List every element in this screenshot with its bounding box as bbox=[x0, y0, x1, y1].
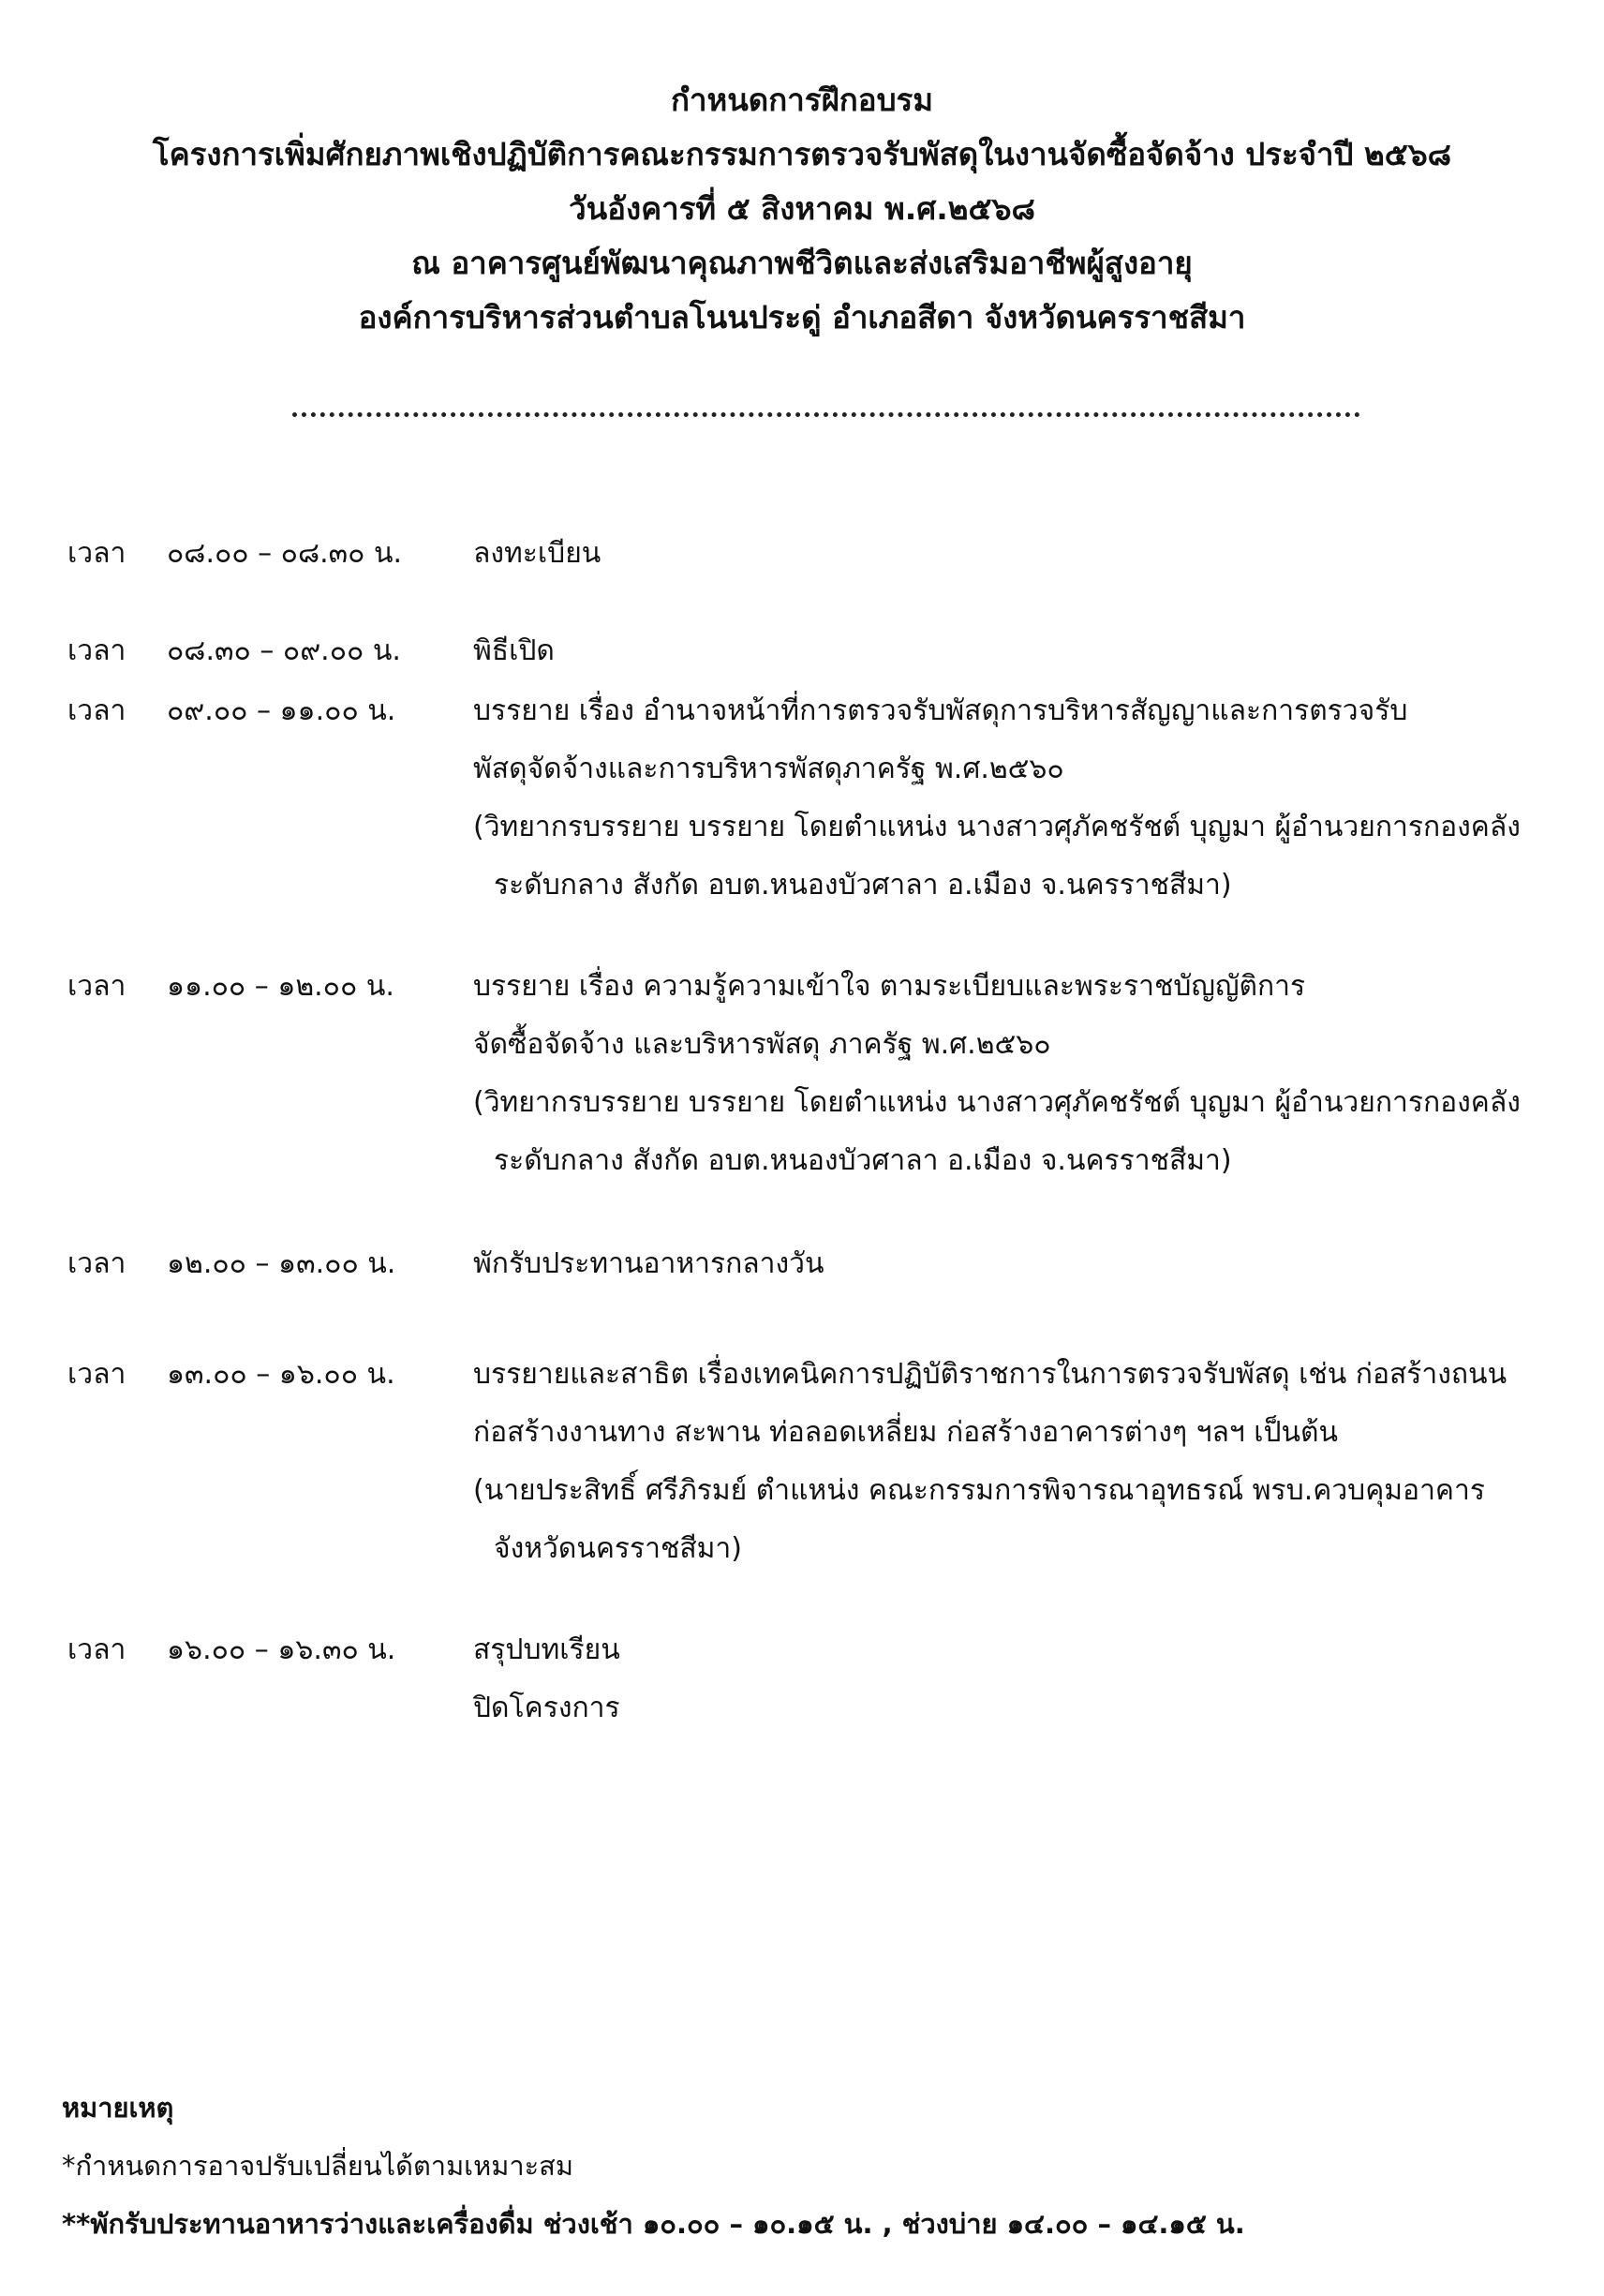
session-line: ปิดโครงการ bbox=[473, 1692, 620, 1724]
header-organization: องค์การบริหารส่วนตำบลโนนประดู่ อำเภอสีดา จังหวัดนครราชสีมา bbox=[358, 299, 1246, 335]
session-content bbox=[473, 682, 1560, 915]
session-line: (วิทยากรบรรยาย บรรยาย โดยตำแหน่ง นางสาวศุภัคชรัชต์ บุญมา ผู้อำนวยการกองคลัง bbox=[473, 811, 1521, 843]
session-line: ระดับกลาง สังกัด อบต.หนองบัวศาลา อ.เมือง จ.นครราชสีมา) bbox=[494, 869, 1232, 902]
time-label: เวลา bbox=[67, 694, 126, 727]
time-label: เวลา bbox=[67, 634, 126, 667]
time-label: เวลา bbox=[67, 1358, 126, 1391]
time-label: เวลา bbox=[67, 1247, 126, 1280]
session-line: บรรยาย เรื่อง ความรู้ความเข้าใจ ตามระเบียบและพระราชบัญญัติการ bbox=[473, 970, 1306, 1003]
note-item: **พักรับประทานอาหารว่างและเครื่องดื่ม ช่วงเช้า ๑๐.๐๐ – ๑๐.๑๕ น. , ช่วงบ่าย ๑๔.๐๐ – ๑๔.๑๕ น. bbox=[62, 2208, 1245, 2240]
header-title: กำหนดการฝึกอบรม bbox=[670, 82, 934, 118]
session-line: พักรับประทานอาหารกลางวัน bbox=[473, 1247, 824, 1280]
session-line: ระดับกลาง สังกัด อบต.หนองบัวศาลา อ.เมือง จ.นครราชสีมา) bbox=[494, 1144, 1232, 1177]
time-range: ๐๙.๐๐ – ๑๑.๐๐ น. bbox=[167, 694, 396, 727]
time-range: ๑๒.๐๐ – ๑๓.๐๐ น. bbox=[167, 1247, 396, 1280]
session-line: (วิทยากรบรรยาย บรรยาย โดยตำแหน่ง นางสาวศุภัคชรัชต์ บุญมา ผู้อำนวยการกองคลัง bbox=[473, 1086, 1521, 1119]
notes-title: หมายเหตุ bbox=[62, 2092, 174, 2124]
session-content bbox=[473, 525, 1560, 583]
dotted-divider bbox=[292, 412, 1360, 417]
session-line: พิธีเปิด bbox=[473, 634, 555, 667]
session-content bbox=[473, 1346, 1560, 1578]
header-venue: ณ อาคารศูนย์พัฒนาคุณภาพชีวิตและส่งเสริมอาชีพผู้สูงอายุ bbox=[411, 245, 1193, 281]
notes-section bbox=[62, 2079, 1561, 2253]
time-range: ๑๓.๐๐ – ๑๖.๐๐ น. bbox=[167, 1358, 395, 1391]
session-content bbox=[473, 958, 1560, 1190]
session-content bbox=[473, 1621, 1560, 1737]
session-line: (นายประสิทธิ์ ศรีภิรมย์ ตำแหน่ง คณะกรรมการพิจารณาอุทธรณ์ พรบ.ควบคุมอาคาร bbox=[473, 1474, 1485, 1507]
session-line: บรรยาย เรื่อง อำนาจหน้าที่การตรวจรับพัสดุการบริหารสัญญาและการตรวจรับ bbox=[473, 694, 1408, 727]
session-content bbox=[473, 1235, 1560, 1293]
time-label: เวลา bbox=[67, 1633, 126, 1666]
time-range: ๑๑.๐๐ – ๑๒.๐๐ น. bbox=[167, 970, 394, 1003]
document-header bbox=[0, 73, 1604, 345]
session-line: จังหวัดนครราชสีมา) bbox=[494, 1532, 742, 1565]
session-line: พัสดุจัดจ้างและการบริหารพัสดุภาครัฐ พ.ศ.๒๕๖๐ bbox=[473, 753, 1064, 785]
header-date: วันอังคารที่ ๕ สิงหาคม พ.ศ.๒๕๖๘ bbox=[569, 190, 1035, 227]
session-content bbox=[473, 622, 1560, 680]
session-line: บรรยายและสาธิต เรื่องเทคนิคการปฏิบัติราชการในการตรวจรับพัสดุ เช่น ก่อสร้างถนน bbox=[473, 1358, 1507, 1391]
note-item: *กำหนดการอาจปรับเปลี่ยนได้ตามเหมาะสม bbox=[62, 2150, 574, 2182]
time-label: เวลา bbox=[67, 537, 126, 570]
session-line: จัดซื้อจัดจ้าง และบริหารพัสดุ ภาครัฐ พ.ศ.๒๕๖๐ bbox=[473, 1028, 1051, 1061]
session-line: ก่อสร้างงานทาง สะพาน ท่อลอดเหลี่ยม ก่อสร้างอาคารต่างๆ ฯลฯ เป็นต้น bbox=[473, 1416, 1338, 1449]
time-range: ๐๘.๓๐ – ๐๙.๐๐ น. bbox=[167, 634, 401, 667]
time-range: ๑๖.๐๐ – ๑๖.๓๐ น. bbox=[167, 1633, 396, 1666]
time-range: ๐๘.๐๐ – ๐๘.๓๐ น. bbox=[167, 537, 403, 570]
session-line: ลงทะเบียน bbox=[473, 537, 602, 570]
header-project-name: โครงการเพิ่มศักยภาพเชิงปฏิบัติการคณะกรรมการตรวจรับพัสดุในงานจัดซื้อจัดจ้าง ประจำปี ๒๕๖๘ bbox=[152, 136, 1452, 172]
time-label: เวลา bbox=[67, 970, 126, 1003]
session-line: สรุปบทเรียน bbox=[473, 1633, 620, 1666]
